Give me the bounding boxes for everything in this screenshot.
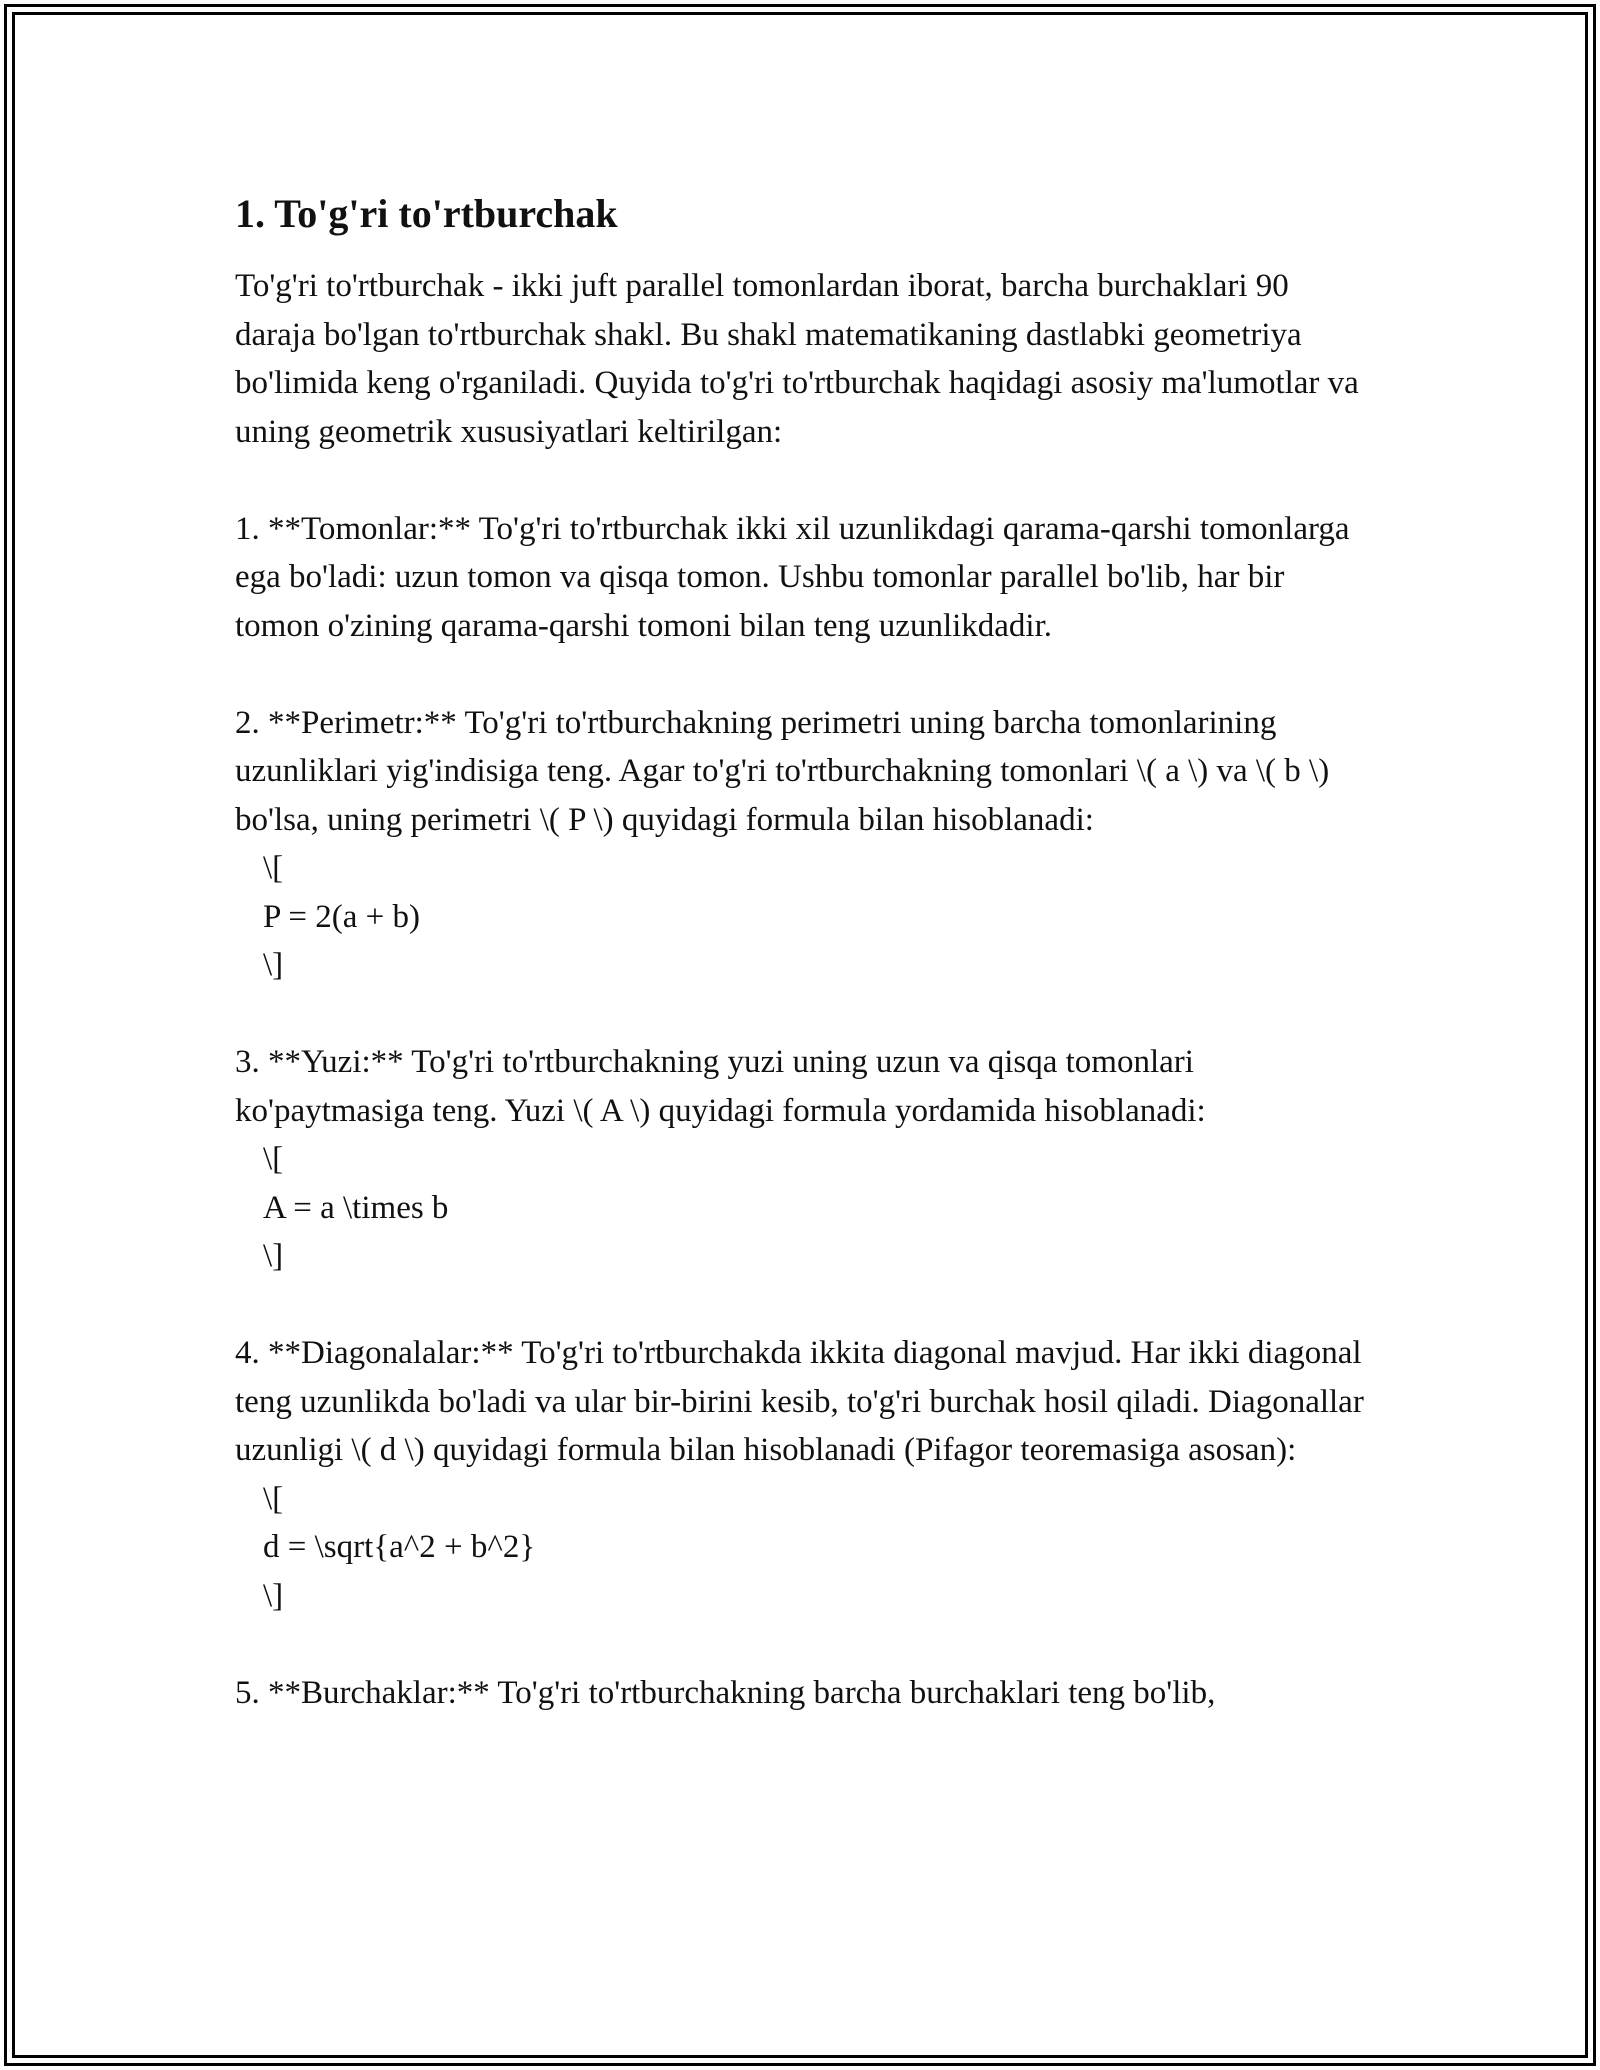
document-body — [235, 188, 1375, 1766]
formula-close: \] — [263, 1577, 284, 1614]
item-tomonlar — [235, 505, 1375, 651]
formula-close: \] — [263, 947, 284, 983]
item-yuzi — [235, 1038, 1375, 1281]
item-diagonalalar — [235, 1329, 1375, 1620]
item-text: 1. **Tomonlar:** To'g'ri to'rtburchak ikki xil uzunlikdagi qarama-qarshi tomonlarga ega bo'ladi: uzun tomon va qisqa tomon. Ushbu tomonlar parallel bo'lib, har bir tomon o'zining qarama-qarshi tomoni bilan teng uzunlikdadir. — [235, 510, 1350, 644]
item-text: 3. **Yuzi:** To'g'ri to'rtburchakning yuzi uning uzun va qisqa tomonlari ko'paytmasiga teng. Yuzi \( A \) quyidagi formula yordamida hisoblanadi: — [235, 1044, 1206, 1129]
item-text: 4. **Diagonalalar:** To'g'ri to'rtburchakda ikkita diagonal mavjud. Har ikki diagonal teng uzunlikda bo'ladi va ular bir-birini kesib, to'g'ri burchak hosil qiladi. Diagonallar uzunligi \( d \) quyidagi formula bilan hisoblanadi (Pifagor teoremasiga asosan): — [235, 1335, 1364, 1468]
item-text: 5. **Burchaklar:** To'g'ri to'rtburchakning barcha burchaklari teng bo'lib, — [235, 1674, 1216, 1711]
formula-open: \[ — [263, 1141, 284, 1177]
intro-paragraph: To'g'ri to'rtburchak - ikki juft parallel tomonlardan iborat, barcha burchaklari 90 daraja bo'lgan to'rtburchak shakl. Bu shakl matematikaning dastlabki geometriya bo'limida keng o'rganiladi. Quyida to'g'ri to'rtburchak haqidagi asosiy ma'lumotlar va uning geometrik xususiyatlari keltirilgan: — [235, 268, 1359, 450]
formula-body: A = a \times b — [263, 1189, 449, 1226]
formula-body: d = \sqrt{a^2 + b^2} — [263, 1529, 536, 1565]
item-burchaklar — [235, 1669, 1375, 1718]
item-text: 2. **Perimetr:** To'g'ri to'rtburchakning perimetri uning barcha tomonlarining uzunliklari yig'indisiga teng. Agar to'g'ri to'rtburchakning tomonlari \( a \) va \( b \) bo'lsa, uning perimetri \( P \) quyidagi formula bilan hisoblanadi: — [235, 704, 1330, 838]
item-perimetr — [235, 699, 1375, 990]
section-heading: 1. To'g'ri to'rtburchak — [235, 191, 618, 236]
formula-open: \[ — [263, 850, 284, 886]
intro-paragraph-block — [235, 262, 1375, 456]
formula-close: \] — [263, 1238, 284, 1274]
formula-open: \[ — [263, 1480, 284, 1517]
formula-body: P = 2(a + b) — [263, 898, 420, 935]
